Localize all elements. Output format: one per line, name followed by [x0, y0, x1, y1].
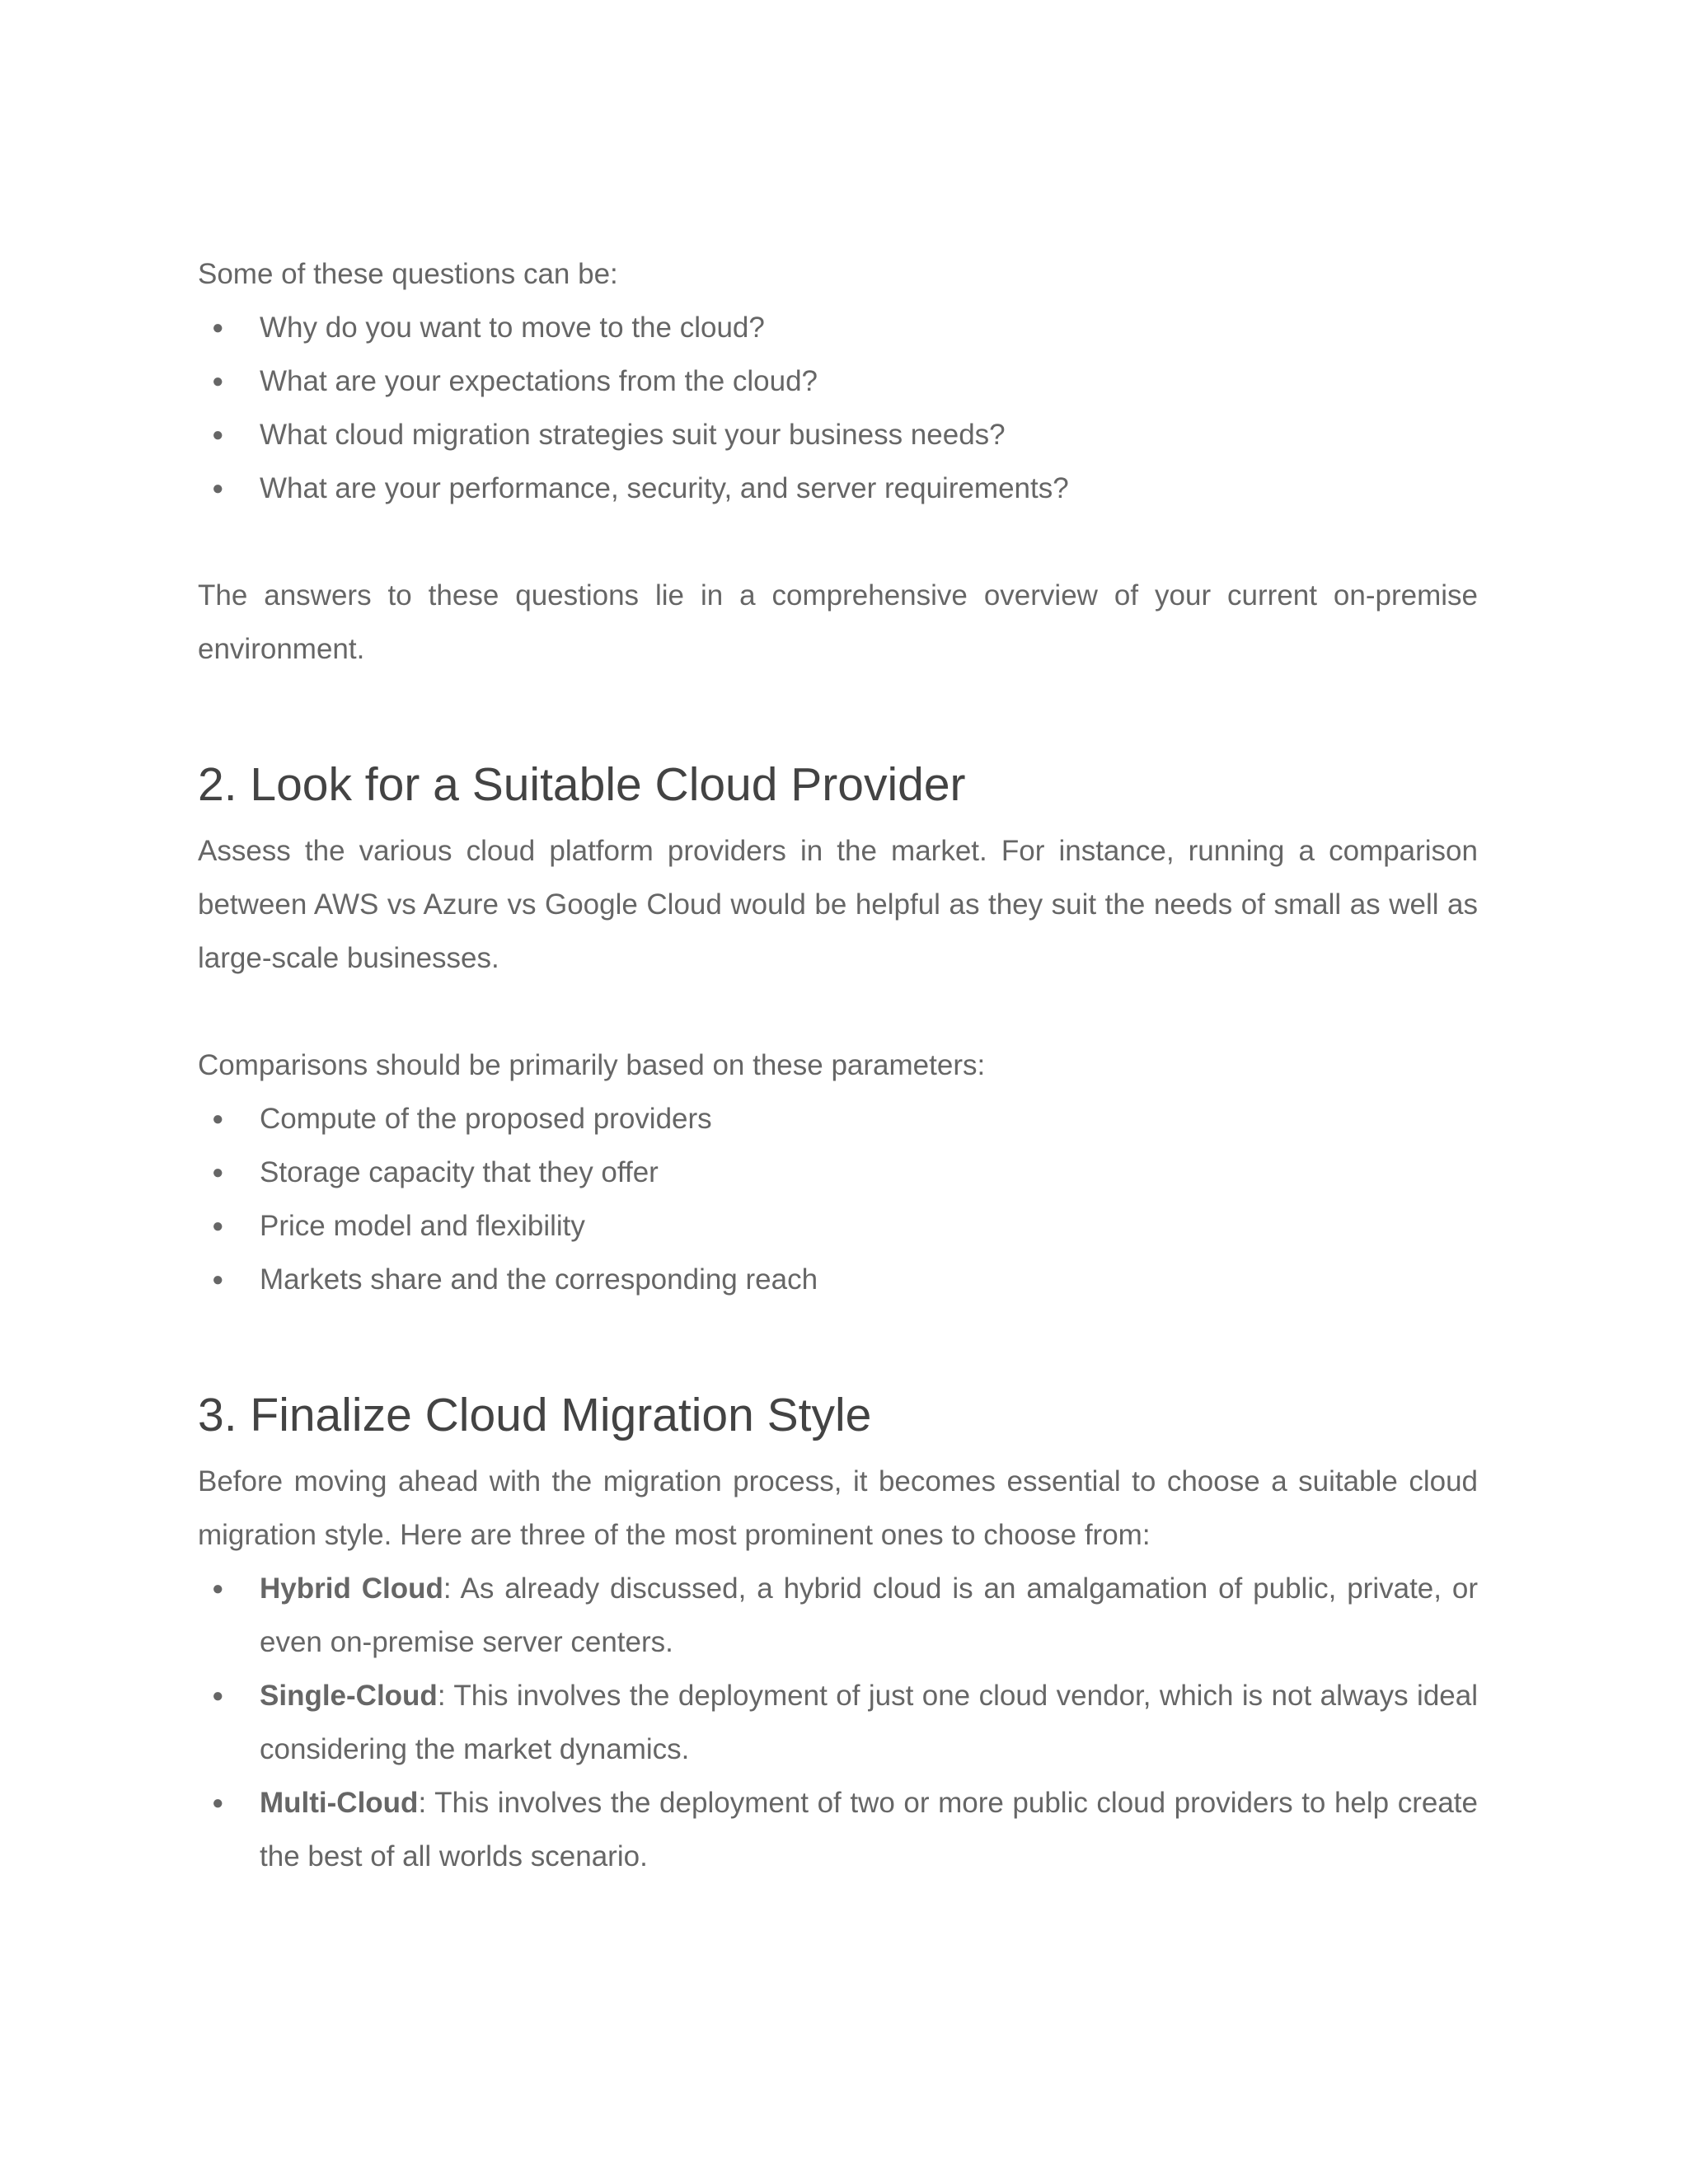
list-item: [198, 1146, 1478, 1199]
section-2-paragraph: Assess the various cloud platform providers in the market. For instance, running a comparison between AWS vs Azure vs Google Cloud would be helpful as they suit the needs of small as well as large-scale businesses.: [198, 835, 1478, 974]
intro-lead: Some of these questions can be:: [198, 258, 618, 290]
bullet-icon: ●: [212, 424, 224, 446]
style-description: : As already discussed, a hybrid cloud is an amalgamation of public, private, or even on-premise server centers.: [260, 1572, 1478, 1658]
section-2-lead: Comparisons should be primarily based on these parameters:: [198, 1049, 986, 1081]
migration-styles-list: [198, 1562, 1478, 1883]
list-item: [198, 1669, 1478, 1776]
list-item-text: What cloud migration strategies suit your business needs?: [260, 419, 1006, 451]
bullet-icon: ●: [212, 1268, 224, 1291]
list-item: [198, 1776, 1478, 1883]
style-term: Multi-Cloud: [260, 1787, 419, 1819]
section-3-paragraph: Before moving ahead with the migration process, it becomes essential to choose a suitable cloud migration style. Here are three of the most prominent ones to choose from:: [198, 1465, 1478, 1551]
style-term: Hybrid Cloud: [260, 1572, 443, 1605]
bullet-icon: ●: [212, 1215, 224, 1237]
list-item-text: Storage capacity that they offer: [260, 1156, 659, 1188]
bullet-icon: ●: [212, 1792, 224, 1814]
style-term: Single-Cloud: [260, 1680, 438, 1712]
list-item: [198, 1562, 1478, 1669]
bullet-icon: ●: [212, 1685, 224, 1707]
list-item: [198, 408, 1478, 462]
style-description: : This involves the deployment of just one cloud vendor, which is not always ideal considering the market dynamics.: [260, 1680, 1478, 1765]
list-item: [198, 1253, 1478, 1306]
list-item: [198, 301, 1478, 354]
list-item-text: Compute of the proposed providers: [260, 1103, 712, 1135]
style-description: : This involves the deployment of two or more public cloud providers to help create the best of all worlds scenario.: [260, 1787, 1478, 1872]
bullet-icon: ●: [212, 1577, 224, 1600]
list-item: [198, 1199, 1478, 1253]
bullet-icon: ●: [212, 316, 224, 339]
bullet-icon: ●: [212, 370, 224, 392]
bullet-icon: ●: [212, 1161, 224, 1183]
section-2-heading: 2. Look for a Suitable Cloud Provider: [198, 758, 966, 811]
list-item-text: Markets share and the corresponding reach: [260, 1263, 818, 1296]
document-page: [198, 247, 1478, 1883]
list-item-text: What are your expectations from the cloud?: [260, 365, 818, 397]
list-item: [198, 462, 1478, 515]
list-item-text: Price model and flexibility: [260, 1210, 585, 1242]
parameters-list: [198, 1092, 1478, 1306]
bullet-icon: ●: [212, 1108, 224, 1130]
intro-answer-paragraph: The answers to these questions lie in a comprehensive overview of your current on-premise environment.: [198, 579, 1478, 665]
bullet-icon: ●: [212, 477, 224, 499]
section-3-heading: 3. Finalize Cloud Migration Style: [198, 1389, 872, 1441]
list-item: [198, 1092, 1478, 1146]
list-item-text: What are your performance, security, and server requirements?: [260, 472, 1069, 504]
list-item-text: Why do you want to move to the cloud?: [260, 312, 765, 344]
list-item: [198, 354, 1478, 408]
questions-list: [198, 301, 1478, 515]
